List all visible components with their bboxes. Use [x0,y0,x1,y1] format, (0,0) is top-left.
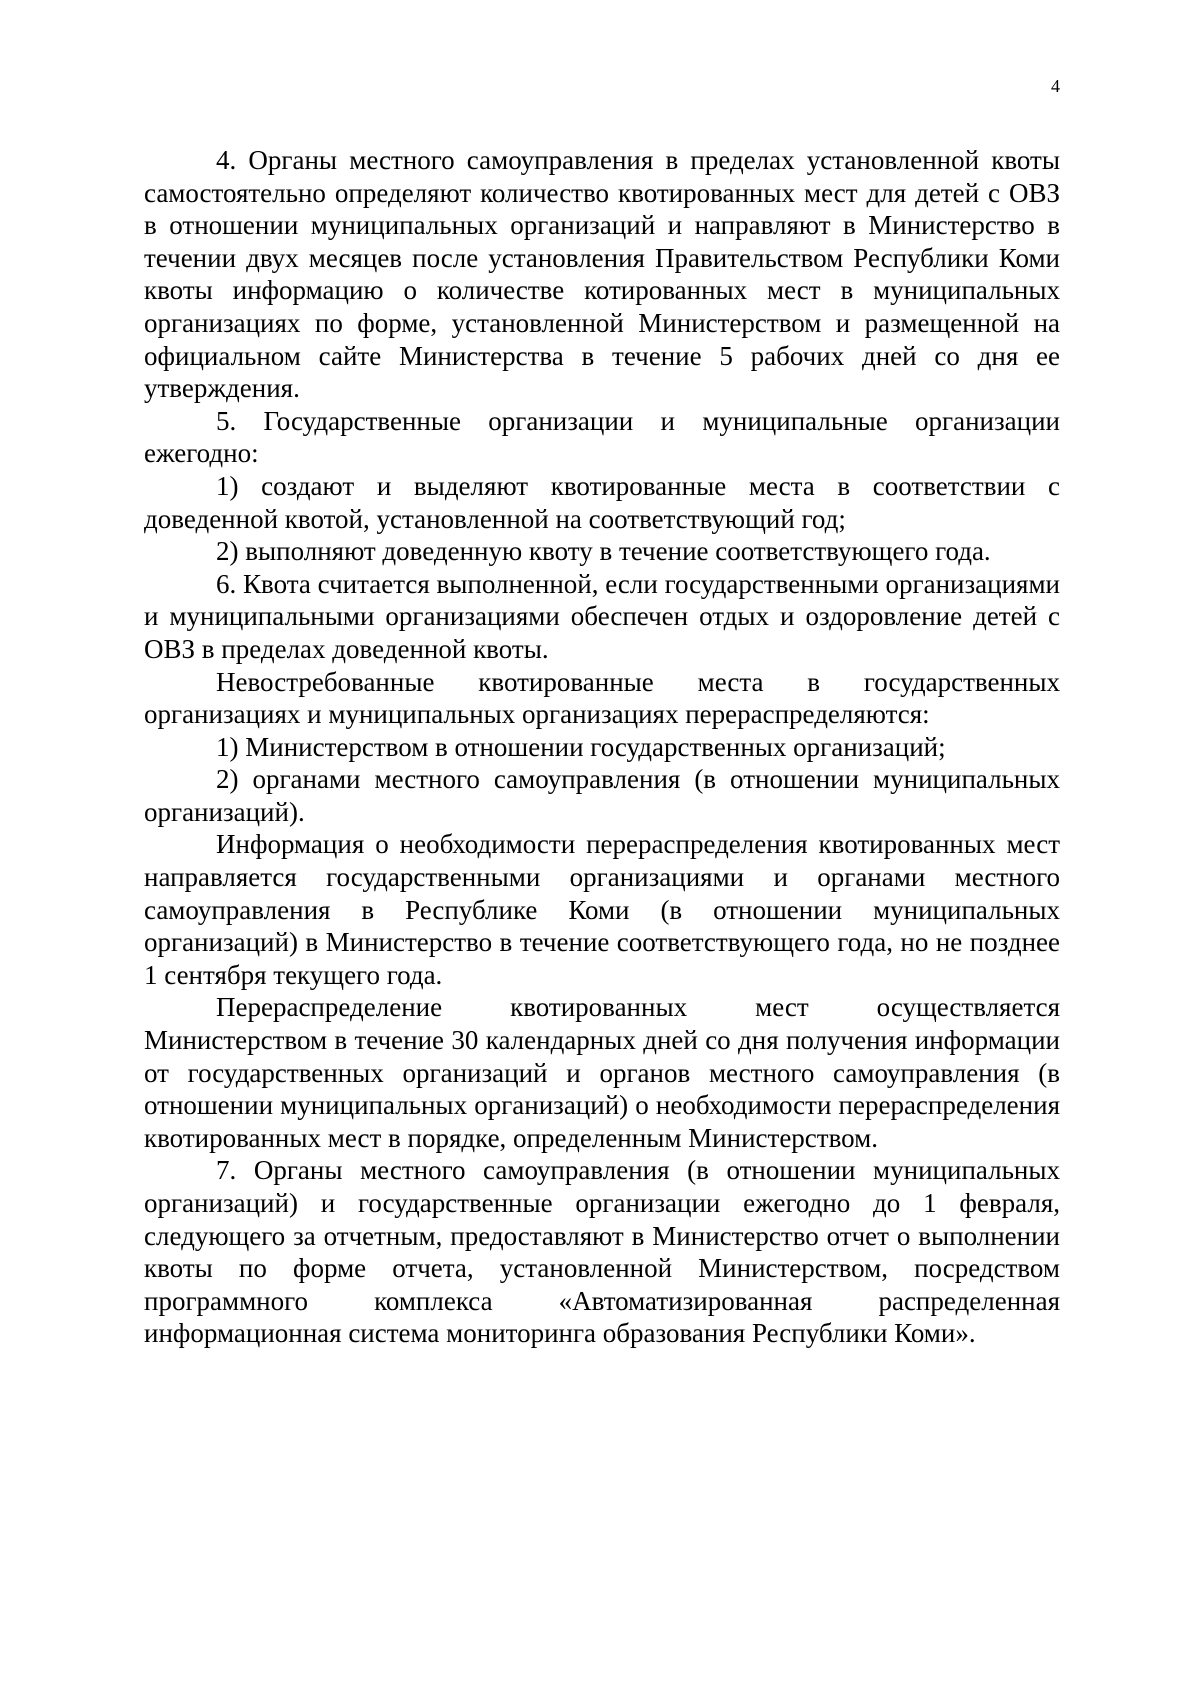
document-body [144,144,1060,1350]
paragraph-item-7: 7. Органы местного самоуправления (в отношении муниципальных организаций) и государственные организации ежегодно до 1 февраля, следующего за отчетным, предоставляют в Министерство отчет о выполнении квоты по форме отчета, установленной Министерством, посредством программного комплекса «Автоматизированная распределенная информационная система мониторинга образования Республики Коми». [144,1155,1060,1349]
paragraph-unclaimed-places: Невостребованные квотированные места в государственных организациях и муниципальных организациях перераспределяются: [144,666,1060,730]
paragraph-redistribution-process: Перераспределение квотированных мест осуществляется Министерством в течение 30 календарных дней со дня получения информации от государственных организаций и органов местного самоуправления (в отношении муниципальных организаций) о необходимости перераспределения квотированных мест в порядке, определенным Министерством. [144,992,1060,1153]
paragraph-item-4: 4. Органы местного самоуправления в пределах установленной квоты самостоятельно определяют количество квотированных мест для детей с ОВЗ в отношении муниципальных организаций и направляют в Министерство в течении двух месяцев после установления Правительством Республики Коми квоты информацию о количестве котированных мест в муниципальных организациях по форме, установленной Министерством и размещенной на официальном сайте Министерства в течение 5 рабочих дней со дня ее утверждения. [144,145,1060,404]
paragraph-redistribution-info: Информация о необходимости перераспределения квотированных мест направляется государственными организациями и органами местного самоуправления в Республике Коми (в отношении муниципальных организаций) в Министерство в течение соответствующего года, но не позднее 1 сентября текущего года. [144,829,1060,990]
paragraph-item-6: 6. Квота считается выполненной, если государственными организациями и муниципальными организациями обеспечен отдых и оздоровление детей с ОВЗ в пределах доведенной квоты. [144,568,1060,664]
page-number: 4 [1051,76,1060,96]
paragraph-subitem-5-2: 2) выполняют доведенную квоту в течение соответствующего года. [216,536,991,567]
paragraph-subitem-6-2: 2) органами местного самоуправления (в отношении муниципальных организаций). [144,764,1060,827]
paragraph-subitem-6-1: 1) Министерством в отношении государственных организаций; [216,731,946,762]
paragraph-subitem-5-1: 1) создают и выделяют квотированные места в соответствии с доведенной квотой, установленной на соответствующий год; [144,470,1060,534]
paragraph-item-5: 5. Государственные организации и муниципальные организации ежегодно: [144,405,1060,469]
